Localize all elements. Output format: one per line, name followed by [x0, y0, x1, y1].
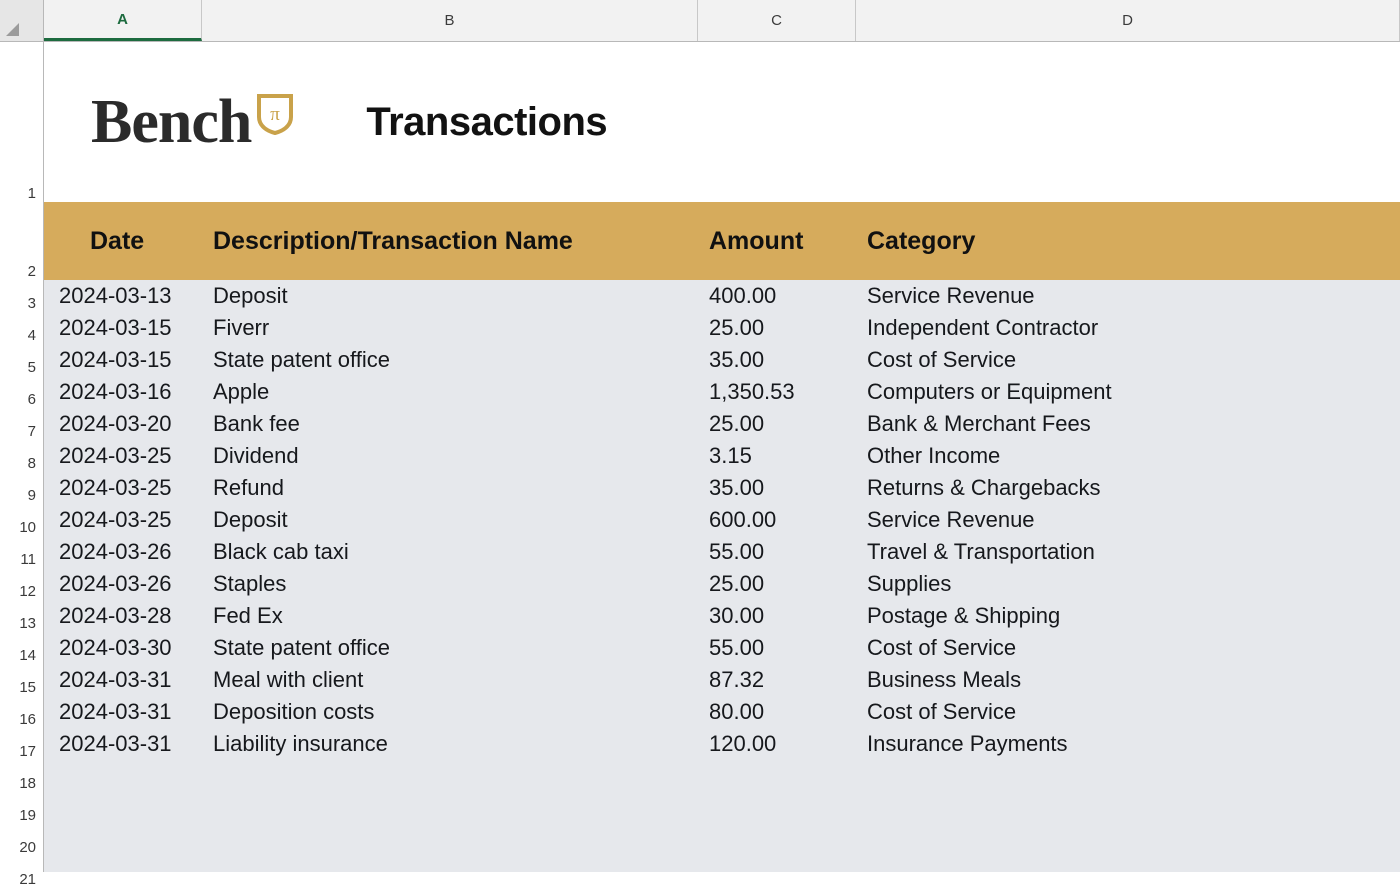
- column-header-b[interactable]: B: [202, 0, 698, 41]
- row-header-13[interactable]: 13: [19, 615, 36, 632]
- empty-row[interactable]: [44, 760, 1400, 792]
- column-label-date: Date: [90, 226, 145, 255]
- table-row[interactable]: [44, 440, 1400, 472]
- table-row[interactable]: [44, 408, 1400, 440]
- table-row[interactable]: [44, 536, 1400, 568]
- cell-date[interactable]: 2024-03-13: [59, 283, 172, 308]
- cell-amount[interactable]: 30.00: [709, 603, 765, 628]
- cell-date[interactable]: 2024-03-26: [59, 539, 172, 564]
- svg-text:π: π: [270, 104, 281, 125]
- shield-pi-icon: [256, 93, 294, 135]
- table-row[interactable]: [44, 600, 1400, 632]
- cell-date[interactable]: 2024-03-16: [59, 379, 172, 404]
- cell-date[interactable]: 2024-03-25: [59, 507, 172, 532]
- cell-date[interactable]: 2024-03-25: [59, 443, 172, 468]
- cell-description[interactable]: Bank fee: [213, 411, 300, 436]
- row-header-11[interactable]: 11: [20, 551, 36, 568]
- bench-logo-text: Bench: [91, 88, 252, 156]
- cell-amount[interactable]: 600.00: [709, 507, 777, 532]
- cell-date[interactable]: 2024-03-30: [59, 635, 172, 660]
- column-header-row: [0, 0, 1400, 42]
- cell-description[interactable]: Fiverr: [213, 315, 270, 340]
- row-header-8[interactable]: 8: [27, 455, 36, 472]
- row-header-15[interactable]: 15: [19, 679, 36, 696]
- row-header-9[interactable]: 9: [27, 487, 36, 504]
- document-title: Transactions: [366, 99, 608, 144]
- cell-description[interactable]: Liability insurance: [213, 731, 388, 756]
- cell-amount[interactable]: 25.00: [709, 411, 765, 436]
- table-header-row: [44, 202, 1400, 280]
- table-row[interactable]: [44, 568, 1400, 600]
- title-band: [44, 42, 1400, 202]
- cell-category[interactable]: Cost of Service: [867, 635, 1017, 660]
- table-row[interactable]: [44, 696, 1400, 728]
- row-header-10[interactable]: 10: [19, 519, 36, 536]
- cell-date[interactable]: 2024-03-31: [59, 699, 172, 724]
- column-label-category: Category: [867, 226, 976, 255]
- column-header-d[interactable]: D: [856, 0, 1400, 41]
- row-header-17[interactable]: 17: [19, 743, 36, 760]
- cell-amount[interactable]: 25.00: [709, 315, 765, 340]
- cell-description[interactable]: Staples: [213, 571, 287, 596]
- cell-date[interactable]: 2024-03-26: [59, 571, 172, 596]
- cell-description[interactable]: Apple: [213, 379, 270, 404]
- cell-amount[interactable]: 35.00: [709, 475, 765, 500]
- cell-category[interactable]: Supplies: [867, 571, 952, 596]
- row-header-2[interactable]: 2: [27, 263, 36, 280]
- column-header-a[interactable]: A: [44, 0, 202, 41]
- cell-category[interactable]: Service Revenue: [867, 283, 1035, 308]
- row-header-1[interactable]: 1: [27, 185, 36, 202]
- cell-description[interactable]: Deposit: [213, 283, 288, 308]
- column-label-amount: Amount: [709, 226, 804, 255]
- cell-category[interactable]: Travel & Transportation: [867, 539, 1095, 564]
- row-header-5[interactable]: 5: [27, 359, 36, 376]
- table-row[interactable]: [44, 376, 1400, 408]
- row-header-12[interactable]: 12: [19, 583, 36, 600]
- grid-area: [44, 42, 1400, 872]
- cell-category[interactable]: Independent Contractor: [867, 315, 1099, 340]
- empty-row[interactable]: [44, 792, 1400, 824]
- cell-amount[interactable]: 400.00: [709, 283, 777, 308]
- cell-category[interactable]: Service Revenue: [867, 507, 1035, 532]
- cell-amount[interactable]: 80.00: [709, 699, 765, 724]
- cell-description[interactable]: Fed Ex: [213, 603, 283, 628]
- cell-description[interactable]: State patent office: [213, 635, 390, 660]
- cell-category[interactable]: Returns & Chargebacks: [867, 475, 1101, 500]
- empty-row[interactable]: [44, 856, 1400, 888]
- row-header-18[interactable]: 18: [19, 775, 36, 792]
- table-row[interactable]: [44, 280, 1400, 312]
- row-header-gutter: [0, 42, 44, 888]
- cell-description[interactable]: Meal with client: [213, 667, 364, 692]
- row-header-21[interactable]: 21: [19, 871, 36, 888]
- table-row[interactable]: [44, 632, 1400, 664]
- cell-amount[interactable]: 1,350.53: [709, 379, 795, 404]
- cell-description[interactable]: Deposit: [213, 507, 288, 532]
- table-row[interactable]: [44, 728, 1400, 760]
- table-row[interactable]: [44, 504, 1400, 536]
- table-row[interactable]: [44, 664, 1400, 696]
- row-header-6[interactable]: 6: [27, 391, 36, 408]
- cell-amount[interactable]: 35.00: [709, 347, 765, 372]
- row-header-19[interactable]: 19: [19, 807, 36, 824]
- table-row[interactable]: [44, 344, 1400, 376]
- row-header-4[interactable]: 4: [27, 327, 36, 344]
- cell-amount[interactable]: 87.32: [709, 667, 765, 692]
- cell-category[interactable]: Insurance Payments: [867, 731, 1068, 756]
- empty-row[interactable]: [44, 824, 1400, 856]
- bench-logo: [91, 88, 294, 156]
- row-header-16[interactable]: 16: [19, 711, 36, 728]
- cell-amount[interactable]: 25.00: [709, 571, 765, 596]
- select-all-corner[interactable]: [0, 0, 44, 41]
- cell-description[interactable]: State patent office: [213, 347, 390, 372]
- cell-date[interactable]: 2024-03-15: [59, 347, 172, 372]
- table-row[interactable]: [44, 312, 1400, 344]
- cell-description[interactable]: Refund: [213, 475, 284, 500]
- row-header-14[interactable]: 14: [19, 647, 36, 664]
- row-header-3[interactable]: 3: [27, 295, 36, 312]
- column-label-description: Description/Transaction Name: [213, 226, 573, 255]
- cell-description[interactable]: Black cab taxi: [213, 539, 349, 564]
- cell-category[interactable]: Bank & Merchant Fees: [867, 411, 1091, 436]
- table-row[interactable]: [44, 472, 1400, 504]
- cell-description[interactable]: Deposition costs: [213, 699, 375, 724]
- row-header-20[interactable]: 20: [19, 839, 36, 856]
- cell-category[interactable]: Postage & Shipping: [867, 603, 1061, 628]
- cell-amount[interactable]: 120.00: [709, 731, 777, 756]
- cell-date[interactable]: 2024-03-31: [59, 667, 172, 692]
- cell-date[interactable]: 2024-03-31: [59, 731, 172, 756]
- cell-date[interactable]: 2024-03-28: [59, 603, 172, 628]
- cell-amount[interactable]: 3.15: [709, 443, 752, 468]
- cell-amount[interactable]: 55.00: [709, 635, 765, 660]
- row-header-7[interactable]: 7: [27, 423, 36, 440]
- cell-description[interactable]: Dividend: [213, 443, 299, 468]
- cell-category[interactable]: Cost of Service: [867, 347, 1017, 372]
- cell-category[interactable]: Cost of Service: [867, 699, 1017, 724]
- cell-category[interactable]: Computers or Equipment: [867, 379, 1112, 404]
- cell-amount[interactable]: 55.00: [709, 539, 765, 564]
- cell-category[interactable]: Other Income: [867, 443, 1001, 468]
- sheet-body: [0, 42, 1400, 888]
- cell-date[interactable]: 2024-03-15: [59, 315, 172, 340]
- cell-date[interactable]: 2024-03-25: [59, 475, 172, 500]
- cell-date[interactable]: 2024-03-20: [59, 411, 172, 436]
- column-header-c[interactable]: C: [698, 0, 856, 41]
- cell-category[interactable]: Business Meals: [867, 667, 1022, 692]
